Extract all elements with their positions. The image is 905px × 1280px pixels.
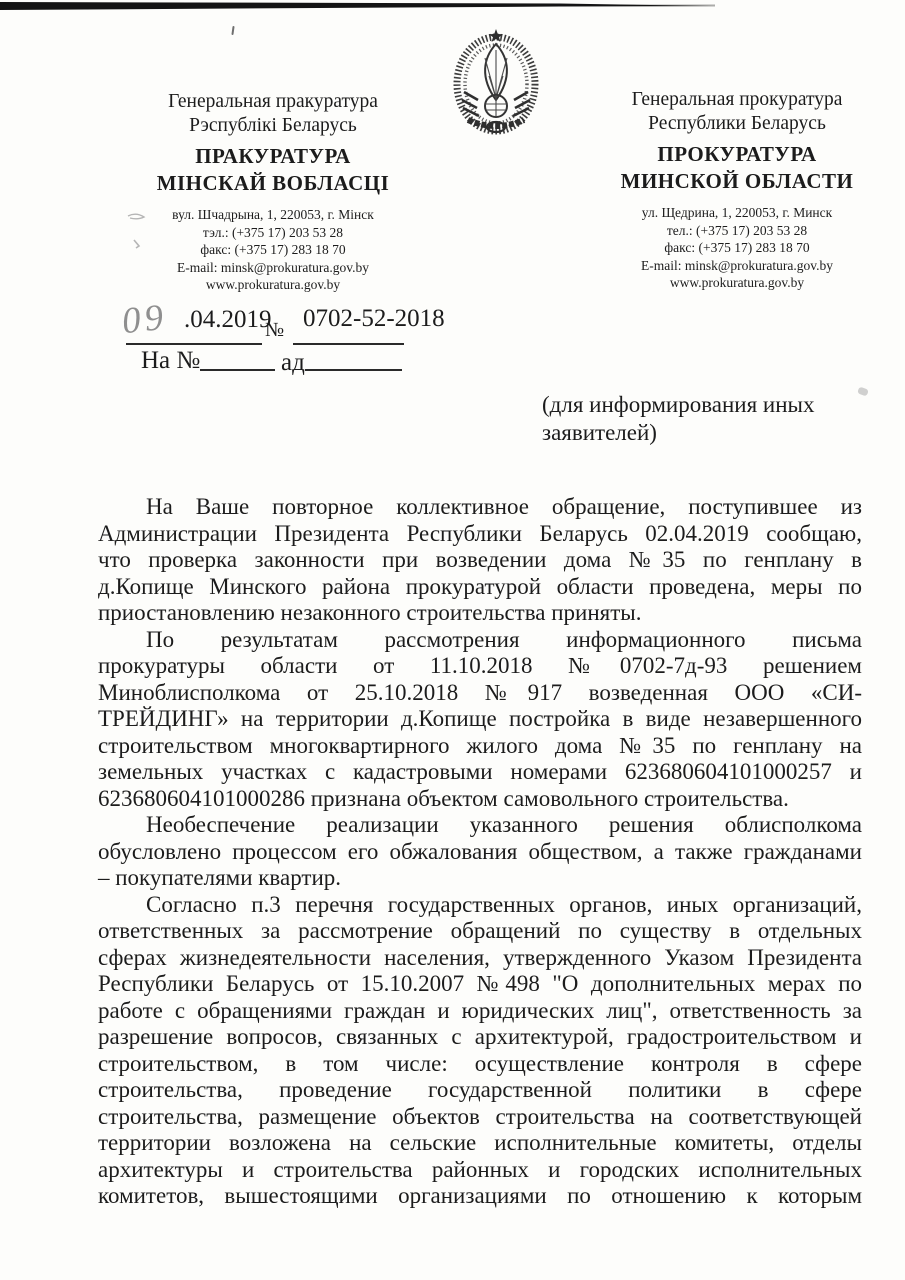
body-line: территории возложена на сельские исполнительные комитеты, отделы	[98, 1130, 862, 1155]
date-underline	[126, 343, 262, 345]
body-line: прокуратуры области от 11.10.2018 №0702-7д-93 решением	[98, 653, 862, 678]
incoming-number-label: На №	[141, 347, 201, 374]
body-line: сферах жизнедеятельности населения, утвержденного Указом Президента	[98, 944, 862, 970]
contact-line: вул. Шчадрына, 1, 220053, г. Мінск	[172, 207, 374, 222]
body-line: Необеспечение реализации указанного решения облисполкома	[146, 812, 862, 837]
body-line: Согласно п.3 перечня государственных органов, иных организаций,	[146, 891, 862, 917]
header-left-org	[128, 90, 418, 138]
body-line: обусловлено процессом его обжалования обществом, а также гражданами	[98, 838, 862, 864]
note-line: (для информирования иных	[542, 392, 815, 417]
contact-line: E-mail: minsk@prokuratura.gov.by	[641, 257, 833, 273]
header-left-belarusian	[128, 90, 418, 294]
body-line: земельных участках с кадастровыми номерами 623680604101000257 и	[98, 759, 862, 784]
body-line: – покупателями квартир.	[98, 865, 342, 890]
header-left-title	[128, 143, 418, 197]
body-line: ТРЕЙДИНГ» на территории д.Копище постройка в виде незавершенного	[98, 706, 862, 731]
handwritten-date-day: 09	[119, 296, 170, 343]
scan-artifact-top-bar	[0, 0, 905, 16]
body-line: что проверка законности при возведении дома №35 по генплану в	[98, 547, 862, 572]
number-sign-label: №	[265, 319, 285, 341]
incoming-date-label: ад	[281, 349, 305, 376]
contact-line: www.prokuratura.gov.by	[205, 277, 341, 292]
title-line: МІНСКАЙ ВОБЛАСЦІ	[156, 171, 390, 195]
body-line: д.Копище Минского района прокуратурой области проведена, меры по	[98, 573, 862, 599]
date-month-year: .04.2019	[184, 306, 272, 333]
recipient-note	[542, 391, 852, 446]
outgoing-number: 0702-52-2018	[303, 305, 445, 332]
body-line: приостановлению незаконного строительства приняты.	[98, 600, 642, 625]
org-line: Республики Беларусь	[648, 113, 826, 134]
body-line: Администрации Президента Республики Беларусь 02.04.2019 сообщаю,	[98, 520, 862, 546]
body-line: ответственных за рассмотрение обращений по существу в отдельных	[98, 918, 862, 943]
header-left-contacts	[128, 206, 418, 294]
header-right-org	[592, 88, 882, 136]
contact-line: E-mail: minsk@prokuratura.gov.by	[177, 259, 369, 275]
body-line: строительства, размещение объектов строительства на соответствующей	[98, 1103, 862, 1129]
body-line: строительством, в том числе: осуществление контроля в сфере	[98, 1050, 862, 1076]
title-line: МИНСКОЙ ОБЛАСТИ	[620, 169, 854, 193]
contact-line: тэл.: (+375 17) 203 53 28	[202, 224, 344, 240]
contact-line: тел.: (+375 17) 203 53 28	[666, 222, 808, 238]
scan-artifact-tick	[231, 26, 234, 35]
body-line: строительства, проведение государственной политики в сфере	[98, 1077, 862, 1102]
title-line: ПРАКУРАТУРА	[195, 144, 351, 168]
body-line: архитектуры и строительства районных и городских исполнительных	[98, 1156, 862, 1182]
note-line: заявителей)	[542, 419, 657, 445]
body-line: Миноблисполкома от 25.10.2018 №917 возведенная ООО «СИ-	[98, 679, 862, 705]
number-underline	[293, 343, 404, 345]
org-line: Рэспублікі Беларусь	[189, 115, 357, 136]
org-line: Генеральная прокуратура	[631, 89, 843, 110]
body-line: комитетов, вышестоящими организациями по отношению к которым	[98, 1183, 862, 1208]
body-line: работе с обращениями граждан и юридических лиц", ответственность за	[98, 997, 862, 1023]
contact-line: www.prokuratura.gov.by	[669, 275, 805, 290]
contact-line: ул. Щедрина, 1, 220053, г. Минск	[641, 205, 833, 220]
body-text	[98, 494, 862, 1210]
org-line: Генеральная пракуратура	[168, 91, 378, 112]
header-right-russian	[592, 88, 882, 292]
body-line: На Ваше повторное коллективное обращение, поступившее из	[146, 494, 862, 519]
body-line: 623680604101000286 признана объектом самовольного строительства.	[98, 785, 789, 811]
body-line: строительством многоквартирного жилого дома №35 по генплану на	[98, 732, 862, 758]
body-line: Республики Беларусь от 15.10.2007 №498 "О дополнительных мерах по	[98, 971, 862, 996]
contact-line: факс: (+375 17) 283 18 70	[664, 240, 810, 255]
pencil-mark-artifacts	[120, 208, 170, 258]
body-line: разрешение вопросов, связанных с архитектурой, градостроительством и	[98, 1024, 862, 1049]
belarus-coat-of-arms-emblem	[452, 26, 540, 136]
scan-smudge	[857, 387, 869, 397]
incoming-date-underline	[305, 369, 402, 371]
incoming-number-underline	[200, 369, 275, 371]
header-right-title	[592, 141, 882, 195]
contact-line: факс: (+375 17) 283 18 70	[200, 242, 346, 257]
title-line: ПРОКУРАТУРА	[657, 142, 817, 166]
header-right-contacts	[592, 204, 882, 292]
body-line: По результатам рассмотрения информационного письма	[146, 626, 862, 652]
